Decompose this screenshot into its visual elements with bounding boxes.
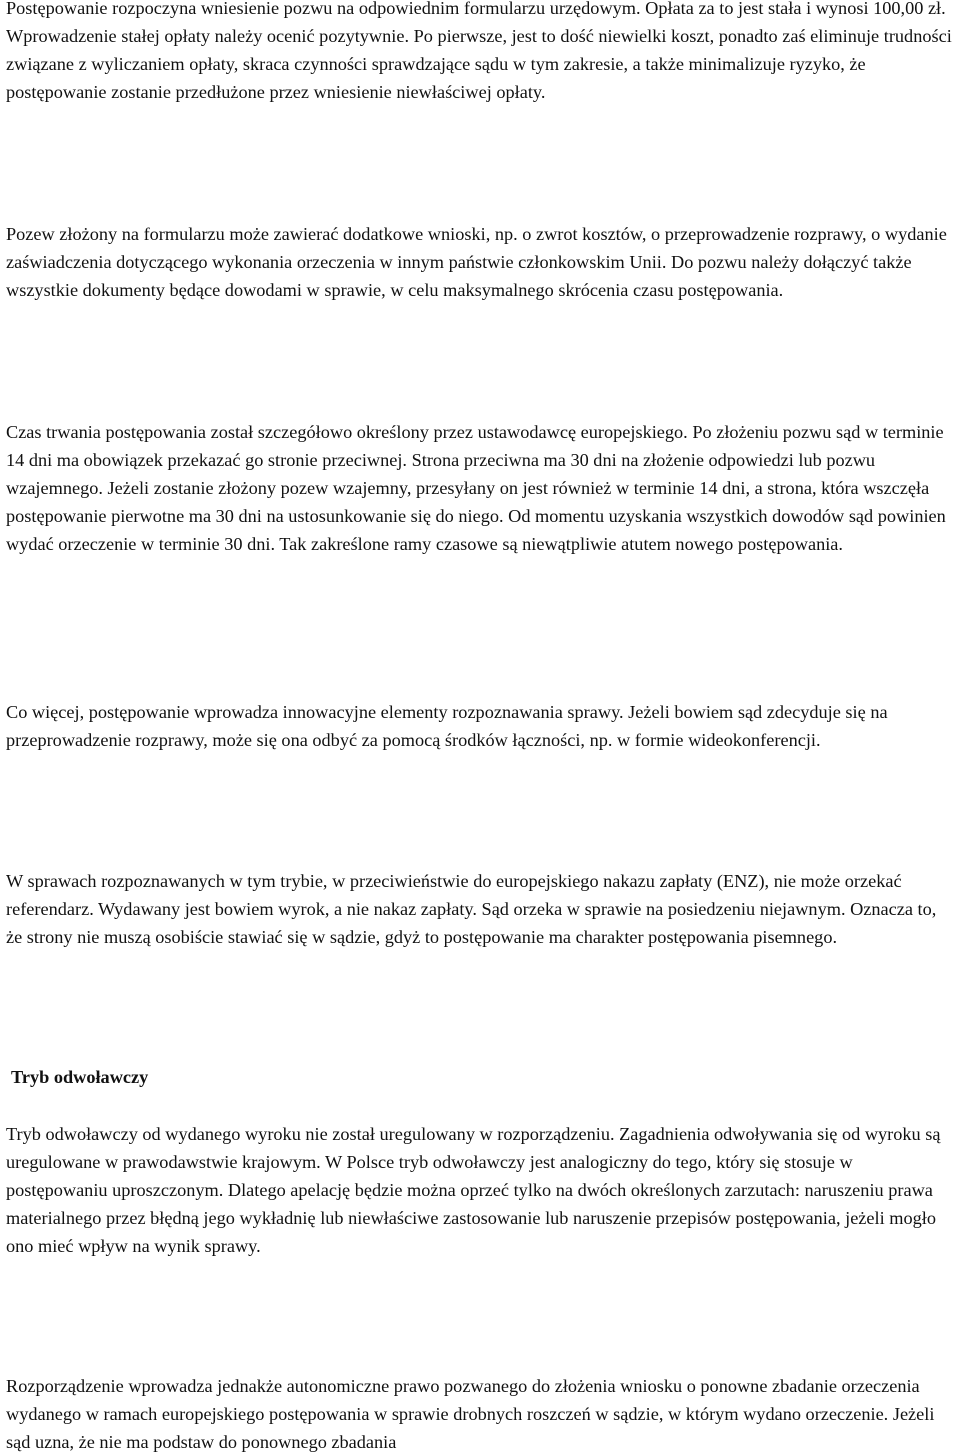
section-heading-appeal: Tryb odwoławczy	[11, 1067, 149, 1087]
paragraph-additional-motions: Pozew złożony na formularzu może zawierać dodatkowe wnioski, np. o zwrot kosztów, o przeprowadzenie rozprawy, o wydanie zaświadczenia dotyczącego wykonania orzeczenia w innym państwie członkowskim Unii. Do pozwu należy dołączyć także wszystkie dokumenty będące dowodami w sprawie, w celu maksymalnego skrócenia czasu postępowania.	[6, 224, 947, 300]
paragraph-review-right: Rozporządzenie wprowadza jednakże autonomiczne prawo pozwanego do złożenia wniosku o ponowne zbadanie orzeczenia wydanego w ramach europejskiego postępowania w sprawie drobnych roszczeń w sądzie, w którym wydano orzeczenie. Jeżeli sąd uzna, że nie ma podstaw do ponownego zbadania	[6, 1376, 935, 1452]
paragraph-judgment-mode: W sprawach rozpoznawanych w tym trybie, w przeciwieństwie do europejskiego nakazu zapłaty (ENZ), nie może orzekać referendarz. Wydawany jest bowiem wyrok, a nie nakaz zapłaty. Sąd orzeka w sprawie na posiedzeniu niejawnym. Oznacza to, że strony nie muszą osobiście stawiać się w sądzie, gdyż to postępowanie ma charakter postępowania pisemnego.	[6, 871, 937, 947]
paragraph-filing-fee: Postępowanie rozpoczyna wniesienie pozwu na odpowiednim formularzu urzędowym. Opłata za to jest stała i wynosi 100,00 zł. Wprowadzenie stałej opłaty należy ocenić pozytywnie. Po pierwsze, jest to dość niewielki koszt, ponadto zaś eliminuje trudności związane z wyliczaniem opłaty, skraca czynności sprawdzające sądu w tym zakresie, a także minimalizuje ryzyko, że postępowanie zostanie przedłużone przez wniesienie niewłaściwej opłaty.	[6, 0, 952, 102]
paragraph-appeal-procedure: Tryb odwoławczy od wydanego wyroku nie został uregulowany w rozporządzeniu. Zagadnienia odwoływania się od wyroku są uregulowane w prawodawstwie krajowym. W Polsce tryb odwoławczy jest analogiczny do tego, który się stosuje w postępowaniu uproszczonym. Dlatego apelację będzie można oprzeć tylko na dwóch określonych zarzutach: naruszeniu prawa materialnego przez błędną jego wykładnię lub niewłaściwe zastosowanie lub naruszenie przepisów postępowania, jeżeli mogło ono mieć wpływ na wynik sprawy.	[6, 1124, 941, 1256]
paragraph-innovative-elements: Co więcej, postępowanie wprowadza innowacyjne elementy rozpoznawania sprawy. Jeżeli bowiem sąd zdecyduje się na przeprowadzenie rozprawy, może się ona odbyć za pomocą środków łączności, np. w formie wideokonferencji.	[6, 702, 888, 750]
paragraph-procedure-duration: Czas trwania postępowania został szczegółowo określony przez ustawodawcę europejskiego. Po złożeniu pozwu sąd w terminie 14 dni ma obowiązek przekazać go stronie przeciwnej. Strona przeciwna ma 30 dni na złożenie odpowiedzi lub pozwu wzajemnego. Jeżeli zostanie złożony pozew wzajemny, przesyłany on jest również w terminie 14 dni, a strona, która wszczęła postępowanie pierwotne ma 30 dni na ustosunkowanie się do niego. Od momentu uzyskania wszystkich dowodów sąd powinien wydać orzeczenie w terminie 30 dni. Tak zakreślone ramy czasowe są niewątpliwie atutem nowego postępowania.	[6, 422, 946, 554]
